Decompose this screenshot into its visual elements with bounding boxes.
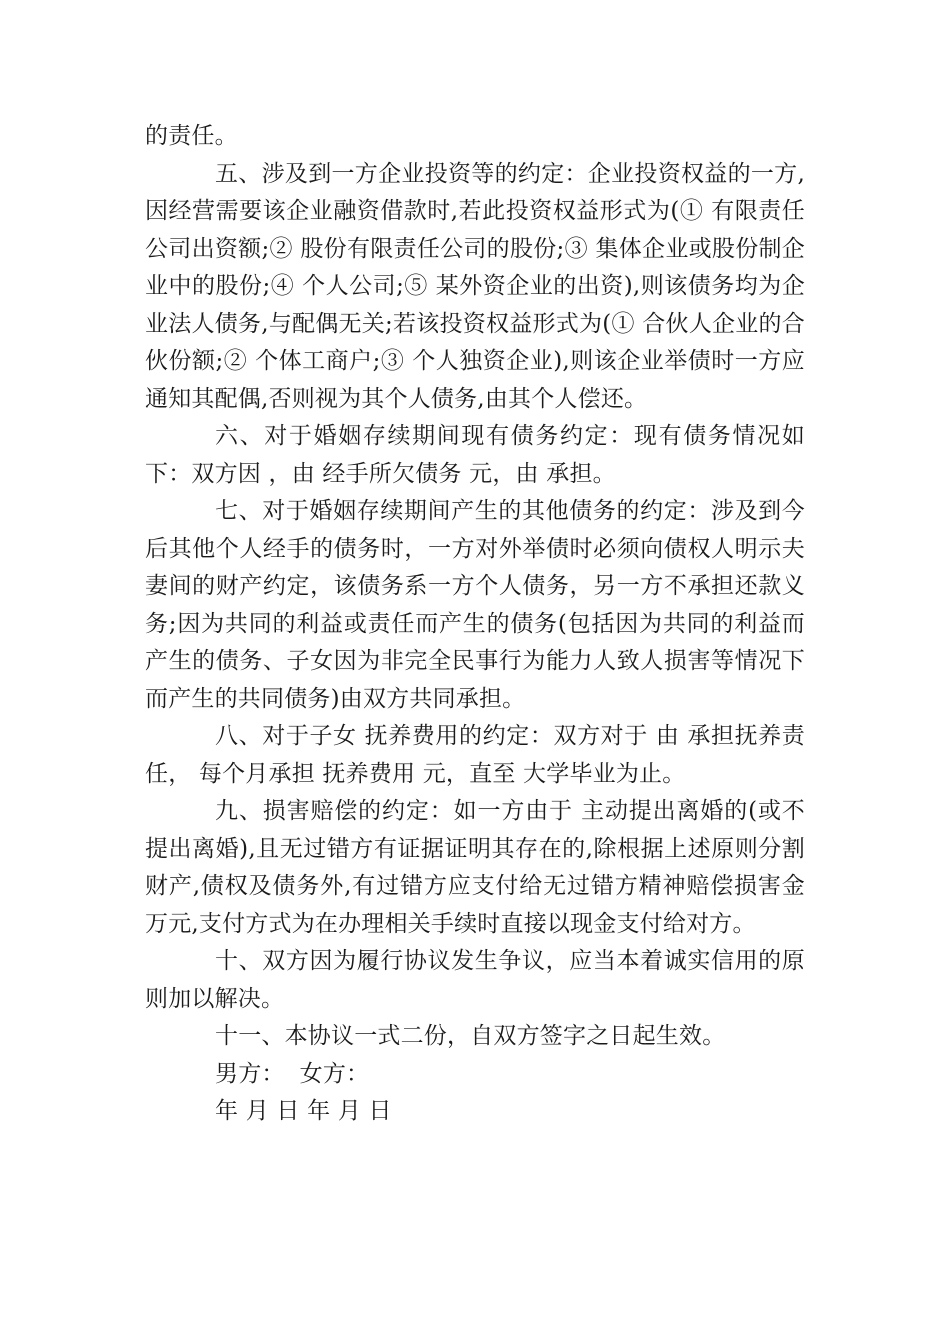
paragraph-clause-6: 六、对于婚姻存续期间现有债务约定：现有债务情况如下：双方因 ，由 经手所欠债务 元，由 承担。 — [145, 423, 805, 487]
paragraph-continuation: 的责任。 — [145, 123, 238, 149]
document-body — [145, 118, 813, 1131]
signature-parties: 男方： 女方： — [215, 1060, 370, 1087]
signature-dates: 年 月 日 年 月 日 — [215, 1098, 392, 1124]
paragraph-clause-8: 八、对于子女 抚养费用的约定：双方对于 由 承担抚养责任， 每个月承担 抚养费用 元，直至 大学毕业为止。 — [145, 723, 805, 787]
paragraph-clause-7: 七、对于婚姻存续期间产生的其他债务的约定：涉及到今后其他个人经手的债务时，一方对外举债时必须向债权人明示夫妻间的财产约定，该债务系一方个人债务，另一方不承担还款义务;因为共同的利益或责任而产生的债务(包括因为共同的利益而产生的债务、子女因为非完全民事行为能力人致人损害等情况下而产生的共同债务)由双方共同承担。 — [145, 498, 805, 712]
paragraph-clause-9: 九、损害赔偿的约定：如一方由于 主动提出离婚的(或不提出离婚),且无过错方有证据证明其存在的,除根据上述原则分割财产,债权及债务外,有过错方应支付给无过错方精神赔偿损害金 万元,支付方式为在办理相关手续时直接以现金支付给对方。 — [145, 798, 813, 937]
paragraph-clause-11: 十一、本协议一式二份，自双方签字之日起生效。 — [215, 1023, 726, 1049]
paragraph-clause-5: 五、涉及到一方企业投资等的约定：企业投资权益的一方,因经营需要该企业融资借款时,若此投资权益形式为(① 有限责任公司出资额;② 股份有限责任公司的股份;③ 集体企业或股份制企业中的股份;④ 个人公司;⑤ 某外资企业的出资),则该债务均为企业法人债务,与配偶无关;若该投资权益形式为(① 合伙人企业的合伙份额;② 个体工商户;③ 个人独资企业),则该企业举债时一方应通知其配偶,否则视为其个人债务,由其个人偿还。 — [145, 160, 805, 412]
paragraph-clause-10: 十、双方因为履行协议发生争议，应当本着诚实信用的原则加以解决。 — [145, 948, 805, 1012]
